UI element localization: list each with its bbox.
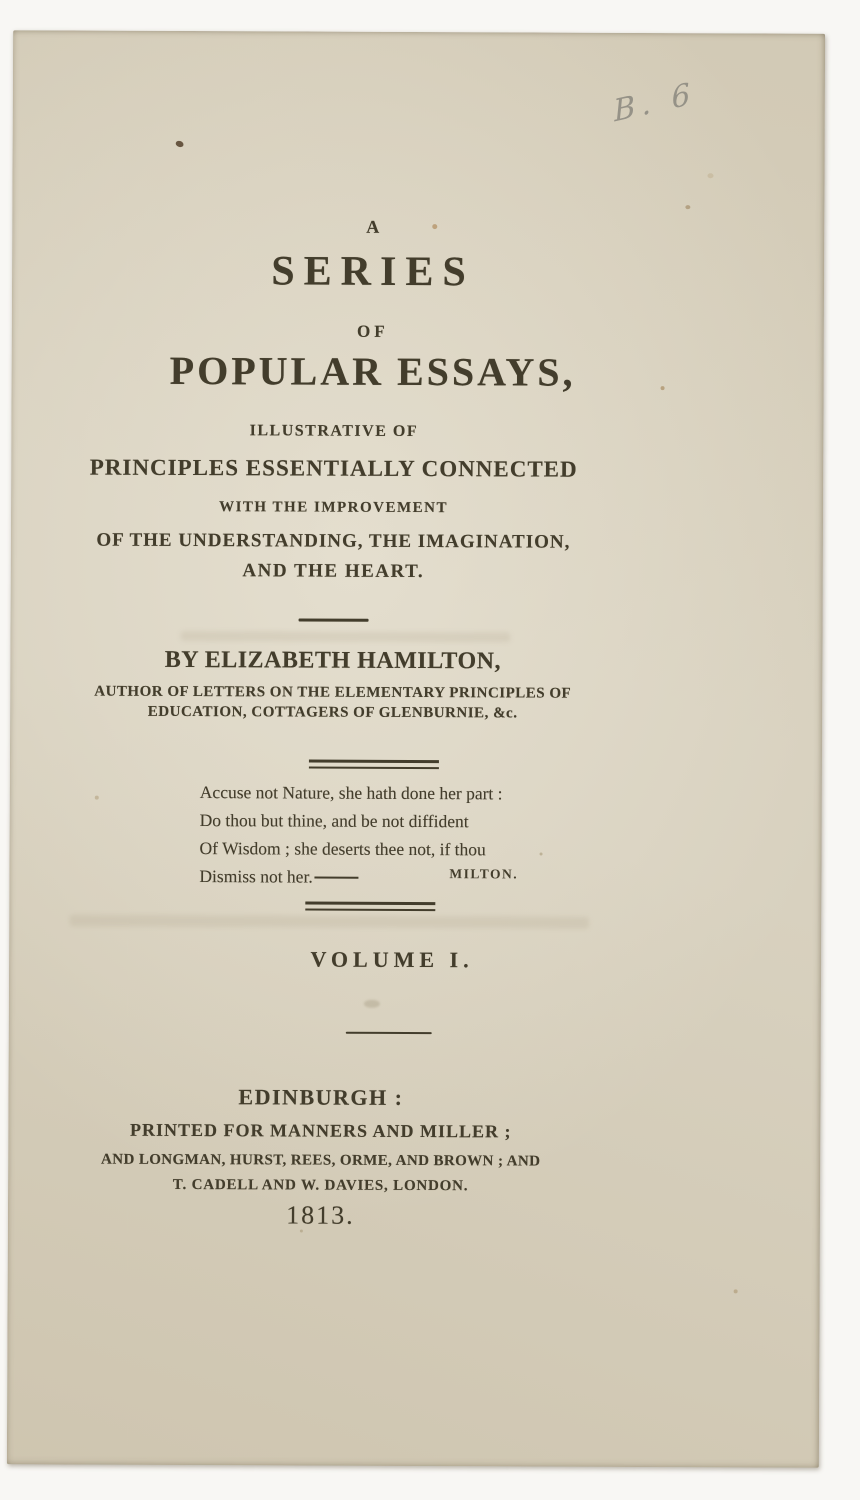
title-main: SERIES bbox=[271, 248, 475, 296]
foxing-speck bbox=[540, 853, 543, 856]
separator-rule-2 bbox=[346, 1032, 432, 1034]
epigraph-line-2: Do thou but thine, and be not diffident bbox=[199, 810, 469, 832]
subtitle-line-5: AND THE HEART. bbox=[242, 560, 425, 583]
foxing-speck bbox=[300, 1229, 303, 1232]
ink-smudge bbox=[364, 1000, 380, 1008]
imprint-city: EDINBURGH : bbox=[238, 1084, 404, 1110]
book-title-page bbox=[7, 30, 825, 1468]
foxing-speck bbox=[95, 796, 99, 800]
subtitle-line-1: ILLUSTRATIVE OF bbox=[249, 422, 419, 441]
imprint-year: 1813. bbox=[286, 1200, 355, 1230]
foxing-speck bbox=[175, 140, 185, 148]
foxing-speck bbox=[661, 386, 665, 390]
subtitle-line-2: PRINCIPLES ESSENTIALLY CONNECTED bbox=[89, 454, 578, 482]
author-credit-line-2: EDUCATION, COTTAGERS OF GLENBURNIE, &c. bbox=[147, 703, 518, 722]
double-rule-bottom bbox=[305, 902, 435, 912]
imprint-publisher-line-1: PRINTED FOR MANNERS AND MILLER ; bbox=[130, 1119, 512, 1142]
pencil-annotation: B. 6 bbox=[612, 75, 698, 130]
separator-rule-1 bbox=[299, 618, 369, 621]
em-dash bbox=[315, 877, 359, 879]
show-through-ghost bbox=[69, 914, 589, 928]
author-byline: BY ELIZABETH HAMILTON, bbox=[164, 646, 502, 675]
subtitle-line-4: OF THE UNDERSTANDING, THE IMAGINATION, bbox=[96, 529, 571, 553]
epigraph-line-4-text: Dismiss not her. bbox=[199, 866, 313, 887]
foxing-speck bbox=[432, 224, 437, 229]
title-connector: OF bbox=[356, 321, 389, 341]
foxing-speck bbox=[685, 205, 690, 209]
epigraph-attribution: MILTON. bbox=[449, 866, 519, 882]
epigraph-line-3: Of Wisdom ; she deserts thee not, if thou bbox=[199, 838, 486, 860]
imprint-publisher-line-3: T. CADELL AND W. DAVIES, LONDON. bbox=[172, 1176, 469, 1195]
half-title-article: A bbox=[366, 216, 381, 237]
double-rule-top bbox=[309, 760, 439, 770]
title-subject: POPULAR ESSAYS, bbox=[169, 347, 576, 395]
foxing-speck bbox=[707, 173, 713, 178]
show-through-ghost bbox=[180, 631, 510, 642]
author-credit-line-1: AUTHOR OF LETTERS ON THE ELEMENTARY PRINCIPLES OF bbox=[94, 683, 572, 702]
subtitle-line-3: WITH THE IMPROVEMENT bbox=[219, 499, 449, 517]
foxing-speck bbox=[734, 1289, 738, 1293]
volume-label: VOLUME I. bbox=[310, 946, 474, 973]
epigraph-line-1: Accuse not Nature, she hath done her part : bbox=[199, 782, 503, 804]
imprint-publisher-line-2: AND LONGMAN, HURST, REES, ORME, AND BROWN ; AND bbox=[100, 1151, 541, 1170]
